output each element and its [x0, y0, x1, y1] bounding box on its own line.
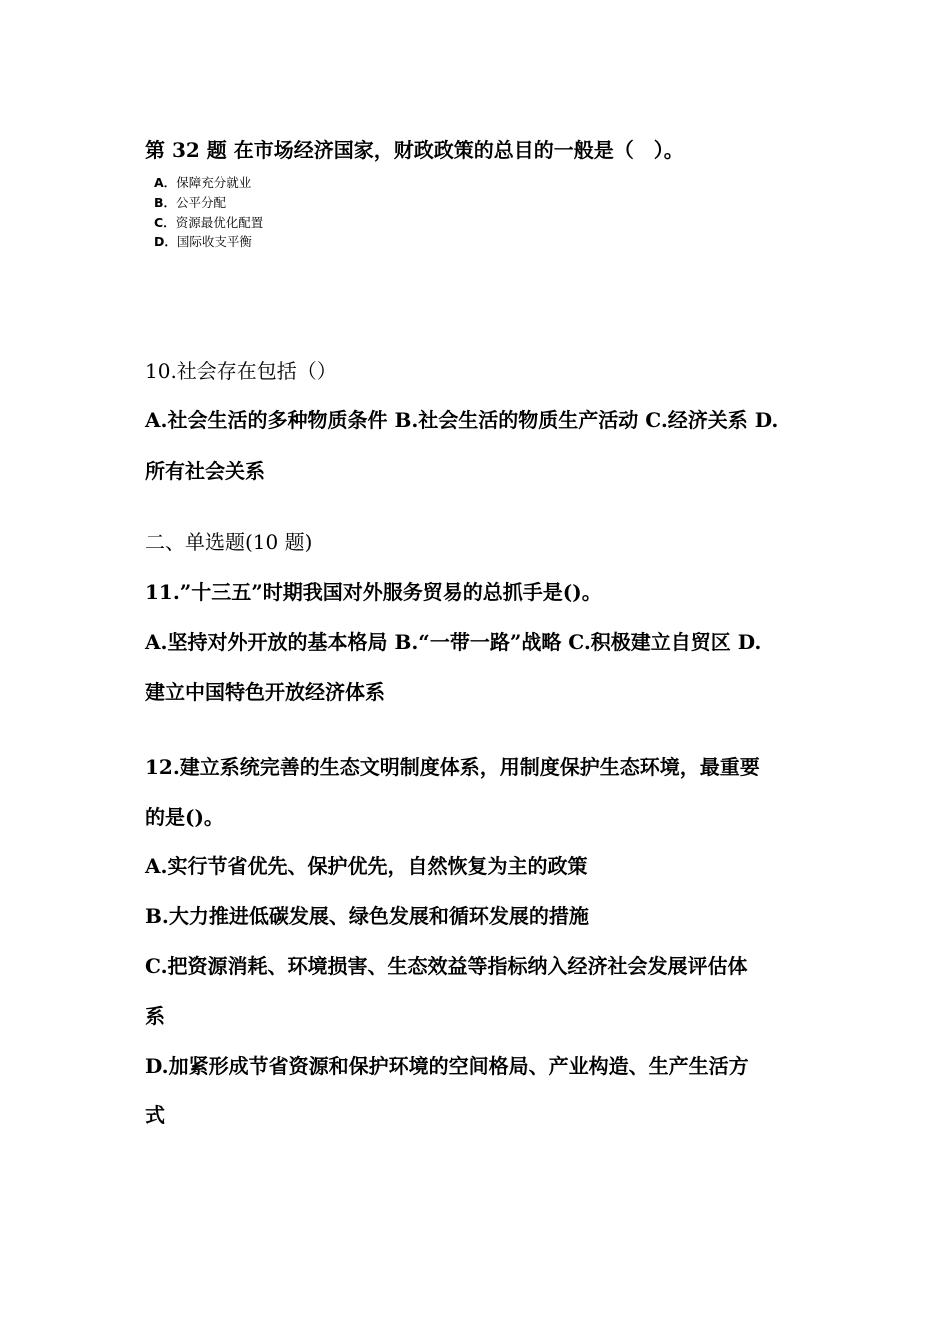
question-11-options: A.坚持对外开放的基本格局 B.“一带一路”战略 C.积极建立自贸区 D.: [145, 630, 762, 654]
option-text: 公平分配: [176, 195, 227, 210]
question-12-stem: 12.建立系统完善的生态文明制度体系，用制度保护生态环境，最重要: [145, 755, 760, 779]
section-heading: 二、单选题(10 题): [145, 530, 313, 554]
question-10-options-continued: 所有社会关系: [145, 459, 265, 483]
option-letter: C．: [154, 215, 176, 230]
question-12-stem-continued: 的是()。: [145, 805, 224, 829]
question-11-options-continued: 建立中国特色开放经济体系: [145, 680, 385, 704]
question-10-options: A.社会生活的多种物质条件 B.社会生活的物质生产活动 C.经济关系 D.: [145, 408, 779, 432]
question-12-option-c-continued: 系: [145, 1004, 165, 1028]
question-11-stem: 11.”十三五”时期我国对外服务贸易的总抓手是()。: [145, 580, 602, 604]
option-text: 国际收支平衡: [176, 234, 252, 249]
question-12-option-b: B.大力推进低碳发展、绿色发展和循环发展的措施: [145, 904, 589, 928]
question-32-option-c: [154, 217, 263, 230]
question-12-option-d-continued: 式: [145, 1103, 165, 1127]
question-32-title: 第 32 题 在市场经济国家，财政政策的总目的一般是（ ）。: [145, 138, 684, 162]
option-text: 资源最优化配置: [175, 215, 264, 230]
option-letter: A．: [154, 175, 177, 190]
question-32-option-a: [154, 177, 251, 190]
question-12-option-a: A.实行节省优先、保护优先，自然恢复为主的政策: [145, 854, 588, 878]
question-32-option-b: [154, 197, 226, 210]
option-text: 保障充分就业: [176, 175, 252, 190]
question-12-option-d: D.加紧形成节省资源和保护环境的空间格局、产业构造、生产生活方: [145, 1054, 749, 1078]
option-letter: B．: [154, 195, 177, 210]
question-10-stem: 10.社会存在包括（）: [145, 359, 337, 383]
question-32-option-d: [154, 236, 252, 249]
option-letter: D．: [154, 234, 177, 249]
question-12-option-c: C.把资源消耗、环境损害、生态效益等指标纳入经济社会发展评估体: [145, 954, 748, 978]
